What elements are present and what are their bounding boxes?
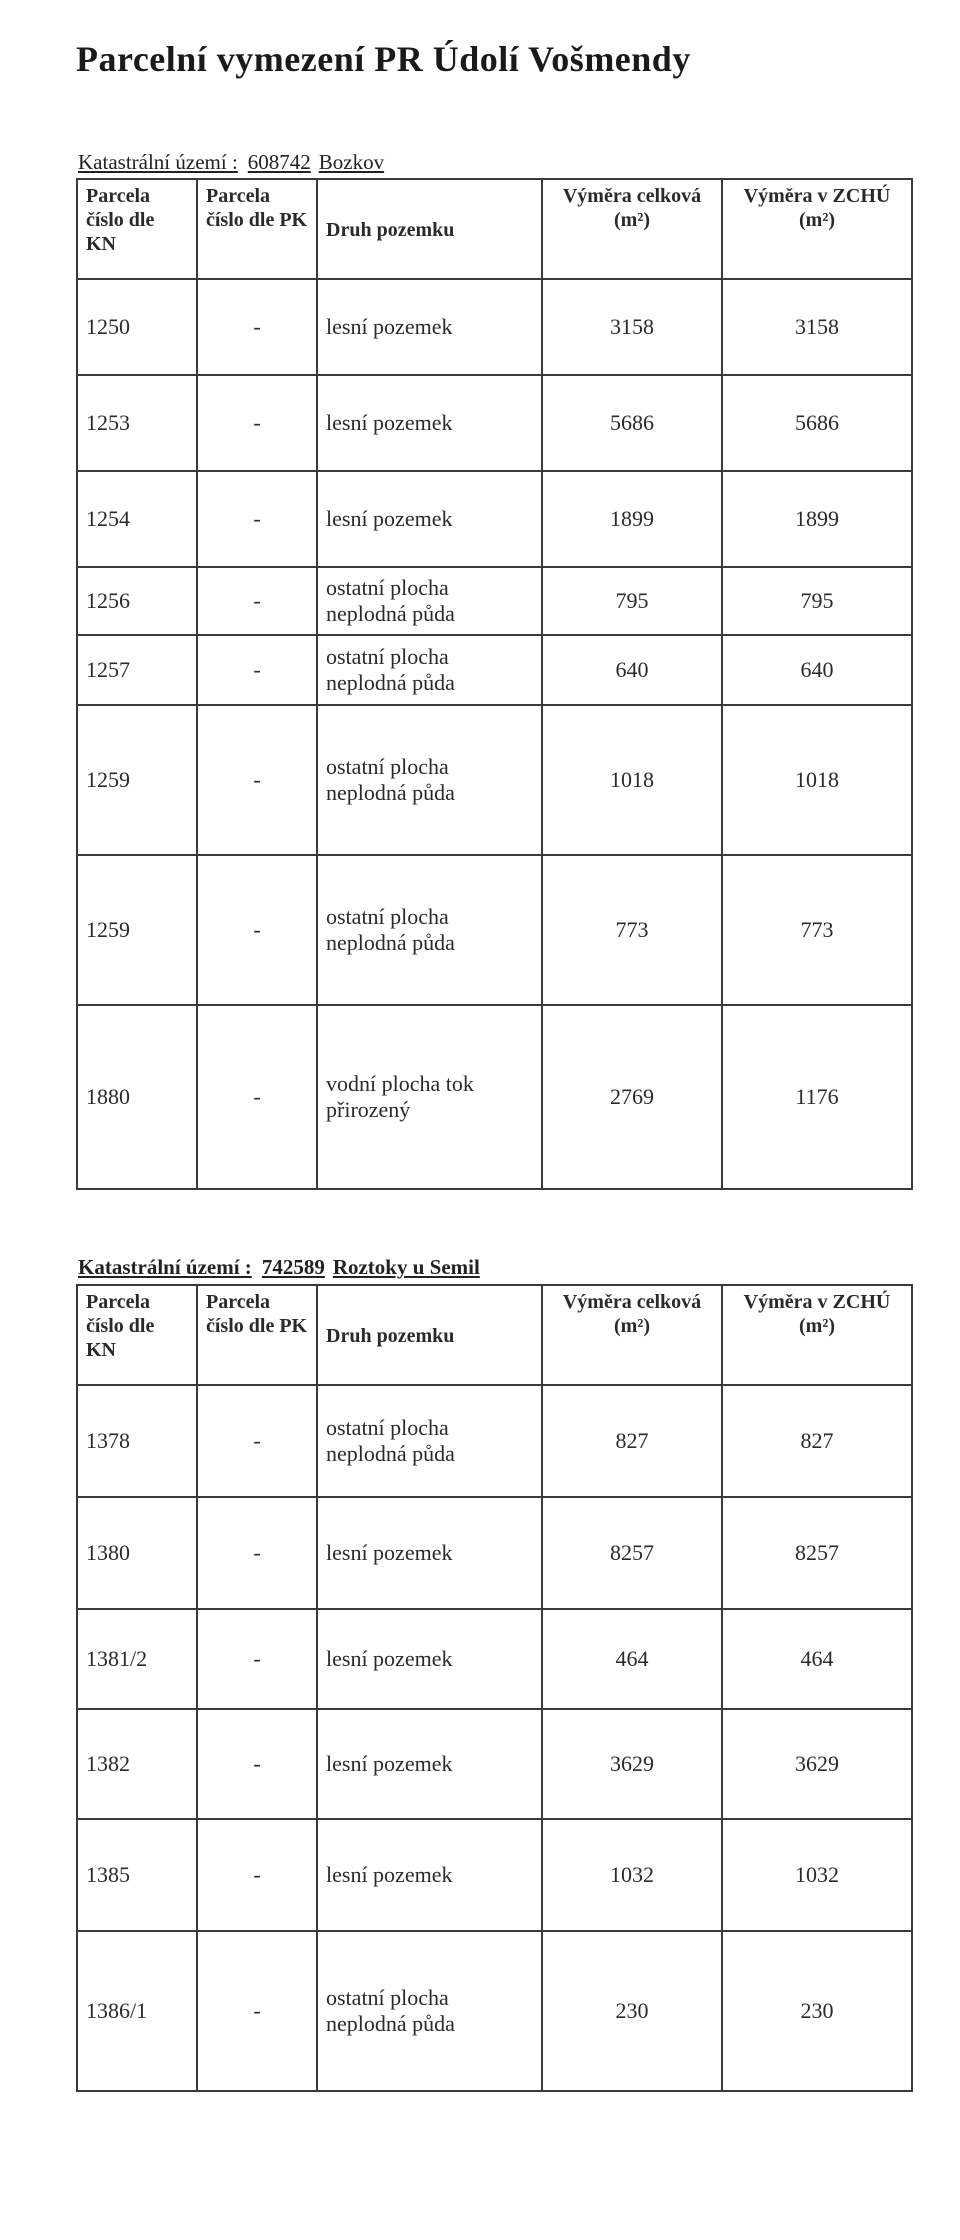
cadastral-area-code: 608742 (247, 150, 311, 174)
cell-parcel-kn: 1253 (77, 375, 197, 471)
cell-area-total: 3158 (542, 279, 722, 375)
cadastral-area-name: Bozkov (318, 150, 385, 174)
table-header-row (77, 179, 912, 279)
cell-parcel-pk: - (197, 471, 317, 567)
cell-parcel-pk: - (197, 635, 317, 705)
table-row (77, 635, 912, 705)
parcel-table-bozkov (76, 178, 913, 1190)
header-kn: Parcela číslo dle KN (77, 179, 197, 279)
table-row (77, 1005, 912, 1189)
cell-area-zchu: 773 (722, 855, 912, 1005)
header-druh: Druh pozemku (317, 1285, 542, 1385)
cell-area-total: 1032 (542, 1819, 722, 1931)
cell-parcel-kn: 1259 (77, 855, 197, 1005)
cell-area-total: 5686 (542, 375, 722, 471)
cell-area-zchu: 464 (722, 1609, 912, 1709)
header-vymera-celkova-label: Výměra celková (562, 1291, 702, 1313)
cell-area-total: 1018 (542, 705, 722, 855)
cell-land-type: vodní plocha tok přirozený (317, 1005, 542, 1189)
cell-land-type: lesní pozemek (317, 1709, 542, 1819)
cell-parcel-pk: - (197, 1497, 317, 1609)
cadastral-area-caption: Katastrální území : (78, 150, 238, 174)
cell-parcel-pk: - (197, 279, 317, 375)
cell-area-zchu: 827 (722, 1385, 912, 1497)
cell-area-zchu: 1018 (722, 705, 912, 855)
cadastral-area-label-bozkov (78, 150, 384, 175)
table-row (77, 471, 912, 567)
cell-area-total: 640 (542, 635, 722, 705)
cadastral-area-caption: Katastrální území : (78, 1255, 252, 1279)
cell-land-type: lesní pozemek (317, 1819, 542, 1931)
cell-parcel-kn: 1380 (77, 1497, 197, 1609)
cell-area-zchu: 3629 (722, 1709, 912, 1819)
table-row (77, 1709, 912, 1819)
cell-land-type: lesní pozemek (317, 1609, 542, 1709)
header-unit: (m²) (799, 1315, 835, 1337)
cell-land-type: ostatní plocha neplodná půda (317, 1385, 542, 1497)
cell-area-total: 2769 (542, 1005, 722, 1189)
cell-parcel-kn: 1378 (77, 1385, 197, 1497)
parcel-table-roztoky (76, 1284, 913, 2092)
header-vymera-zchu-label: Výměra v ZCHÚ (743, 1291, 891, 1313)
cell-parcel-pk: - (197, 855, 317, 1005)
header-druh: Druh pozemku (317, 179, 542, 279)
cadastral-area-label-roztoky (78, 1255, 480, 1280)
header-unit: (m²) (799, 209, 835, 231)
table-row (77, 1609, 912, 1709)
table-row (77, 1497, 912, 1609)
table-row (77, 1931, 912, 2091)
cell-area-total: 8257 (542, 1497, 722, 1609)
table-row (77, 1819, 912, 1931)
header-vymera-zchu-label: Výměra v ZCHÚ (743, 185, 891, 207)
cell-land-type: lesní pozemek (317, 1497, 542, 1609)
cell-parcel-kn: 1880 (77, 1005, 197, 1189)
cell-area-zchu: 230 (722, 1931, 912, 2091)
cell-parcel-kn: 1259 (77, 705, 197, 855)
cell-area-total: 827 (542, 1385, 722, 1497)
cell-area-zchu: 1899 (722, 471, 912, 567)
cell-land-type: ostatní plocha neplodná půda (317, 635, 542, 705)
cell-area-zchu: 640 (722, 635, 912, 705)
cell-parcel-kn: 1256 (77, 567, 197, 635)
cadastral-area-code: 742589 (261, 1255, 325, 1279)
table-row (77, 1385, 912, 1497)
header-unit: (m²) (614, 209, 650, 231)
cell-parcel-kn: 1382 (77, 1709, 197, 1819)
cell-area-total: 1899 (542, 471, 722, 567)
cell-parcel-pk: - (197, 1709, 317, 1819)
cell-land-type: ostatní plocha neplodná půda (317, 705, 542, 855)
cell-area-zchu: 795 (722, 567, 912, 635)
table-header-row (77, 1285, 912, 1385)
header-kn: Parcela číslo dle KN (77, 1285, 197, 1385)
header-vymera-celkova-label: Výměra celková (562, 185, 702, 207)
header-pk: Parcela číslo dle PK (197, 179, 317, 279)
table-row (77, 279, 912, 375)
cell-area-zchu: 1032 (722, 1819, 912, 1931)
cell-land-type: ostatní plocha neplodná půda (317, 855, 542, 1005)
table-body-roztoky (77, 1385, 912, 2091)
page-title: Parcelní vymezení PR Údolí Vošmendy (76, 39, 691, 79)
cell-land-type: lesní pozemek (317, 279, 542, 375)
cell-area-total: 230 (542, 1931, 722, 2091)
cell-parcel-kn: 1386/1 (77, 1931, 197, 2091)
cell-parcel-pk: - (197, 567, 317, 635)
cell-area-zchu: 5686 (722, 375, 912, 471)
cell-parcel-pk: - (197, 1005, 317, 1189)
header-vymera-zchu (722, 179, 912, 279)
cell-area-zchu: 3158 (722, 279, 912, 375)
cell-parcel-kn: 1250 (77, 279, 197, 375)
table-body-bozkov (77, 279, 912, 1189)
header-unit: (m²) (614, 1315, 650, 1337)
cell-land-type: ostatní plocha neplodná půda (317, 567, 542, 635)
cell-land-type: lesní pozemek (317, 471, 542, 567)
table-row (77, 375, 912, 471)
cadastral-area-name: Roztoky u Semil (332, 1255, 480, 1279)
table-row (77, 855, 912, 1005)
cell-parcel-pk: - (197, 705, 317, 855)
cell-area-total: 795 (542, 567, 722, 635)
cell-parcel-kn: 1254 (77, 471, 197, 567)
cell-area-zchu: 8257 (722, 1497, 912, 1609)
cell-parcel-kn: 1257 (77, 635, 197, 705)
cell-parcel-pk: - (197, 1819, 317, 1931)
table-row (77, 705, 912, 855)
header-vymera-zchu (722, 1285, 912, 1385)
cell-parcel-pk: - (197, 1609, 317, 1709)
cell-area-total: 464 (542, 1609, 722, 1709)
cell-parcel-kn: 1381/2 (77, 1609, 197, 1709)
header-vymera-celkova (542, 1285, 722, 1385)
header-pk: Parcela číslo dle PK (197, 1285, 317, 1385)
cell-parcel-pk: - (197, 375, 317, 471)
cell-area-total: 3629 (542, 1709, 722, 1819)
cell-area-total: 773 (542, 855, 722, 1005)
cell-land-type: ostatní plocha neplodná půda (317, 1931, 542, 2091)
table-row (77, 567, 912, 635)
cell-parcel-pk: - (197, 1931, 317, 2091)
cell-area-zchu: 1176 (722, 1005, 912, 1189)
cell-parcel-kn: 1385 (77, 1819, 197, 1931)
header-vymera-celkova (542, 179, 722, 279)
cell-parcel-pk: - (197, 1385, 317, 1497)
cell-land-type: lesní pozemek (317, 375, 542, 471)
